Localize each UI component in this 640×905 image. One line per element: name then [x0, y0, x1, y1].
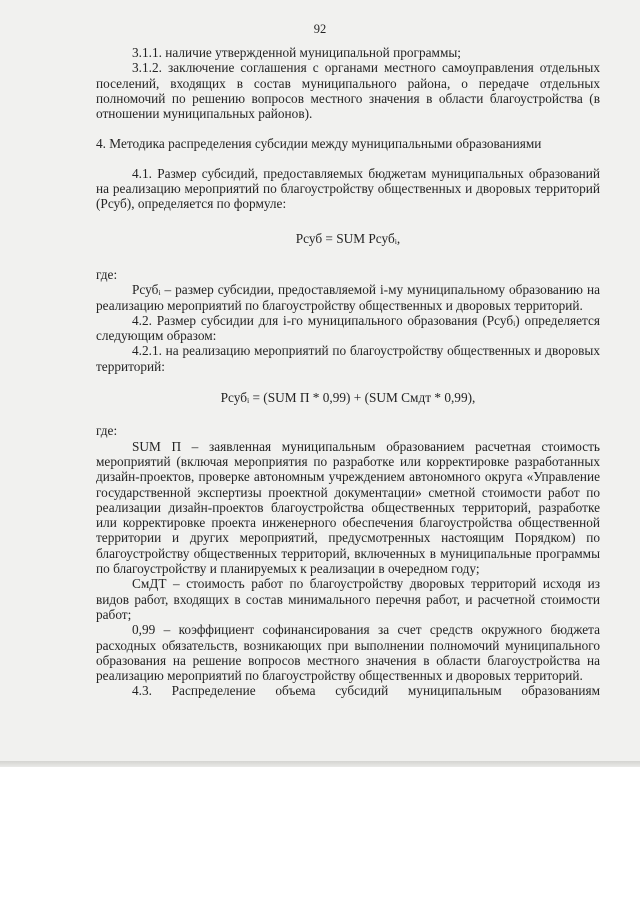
clause-3-1-1: 3.1.1. наличие утвержденной муниципальной программы; [132, 45, 461, 60]
definition-sum-p: SUM П – заявленная муниципальным образованием расчетная стоимость мероприятий (включая мероприятия по разработке или корректировке разработанных дизайн-проектов, проверке автономным учреждением автономного округа «Управление государственной экспертизы проектной документации» сметной стоимости работ по реализации дизайн-проектов благоустройства общественных территорий, разработке или корректировке проекта инженерного обеспечения благоустройства общественной территории и других мероприятий, предусмотренных настоящим Порядком) по благоустройству общественных территорий, включенных в муниципальные программы по благоустройству и планируемых к реализации в очередном году; [96, 438, 600, 577]
clause-4-2: 4.2. Размер субсидии для i-го муниципального образования (Рсубᵢ) определяется следующим образом: [96, 312, 600, 344]
document-body [96, 45, 600, 699]
clause-4-2-1: 4.2.1. на реализацию мероприятий по благоустройству общественных и дворовых территорий: [96, 343, 600, 374]
section-4-title: 4. Методика распределения субсидии между муниципальными образованиями [96, 136, 542, 152]
formula-total-subsidy: Рсуб = SUM Рсубᵢ, [295, 230, 401, 246]
definition-coefficient: 0,99 – коэффициент софинансирования за счет средств окружного бюджета расходных обязательств, возникающих при выполнении полномочий муниципального образования на решение вопросов местного значения в области благоустройства на реализацию мероприятий по благоустройству общественных и дворовых территорий. [96, 622, 600, 684]
page-number: 92 [313, 22, 327, 36]
formula-subsidy-i: Рсубᵢ = (SUM П * 0,99) + (SUM Смдт * 0,99), [220, 390, 476, 406]
definition-rsub-i: Рсубᵢ – размер субсидии, предоставляемой i-му муниципальному образованию на реализацию мероприятий по благоустройству общественных и дворовых территорий. [96, 282, 600, 313]
clause-3-1-2: 3.1.2. заключение соглашения с органами местного самоуправления отдельных поселений, входящих в состав муниципального района, о передаче отдельных полномочий по решению вопросов местного значения в области благоустройства (в отношении муниципальных районов). [96, 60, 600, 122]
where-label-2: где: [96, 423, 118, 439]
definition-smdt: СмДТ – стоимость работ по благоустройству дворовых территорий исходя из видов работ, входящих в состав минимального перечня работ, и расчетной стоимости работ; [96, 576, 600, 622]
clause-4-3: 4.3. Распределение объема субсидий муниципальным образованиям [132, 683, 600, 699]
where-label-1: где: [96, 266, 118, 282]
clause-4-1: 4.1. Размер субсидий, предоставляемых бюджетам муниципальных образований на реализацию мероприятий по благоустройству общественных и дворовых территорий (Рсуб), определяется по формуле: [96, 165, 600, 212]
